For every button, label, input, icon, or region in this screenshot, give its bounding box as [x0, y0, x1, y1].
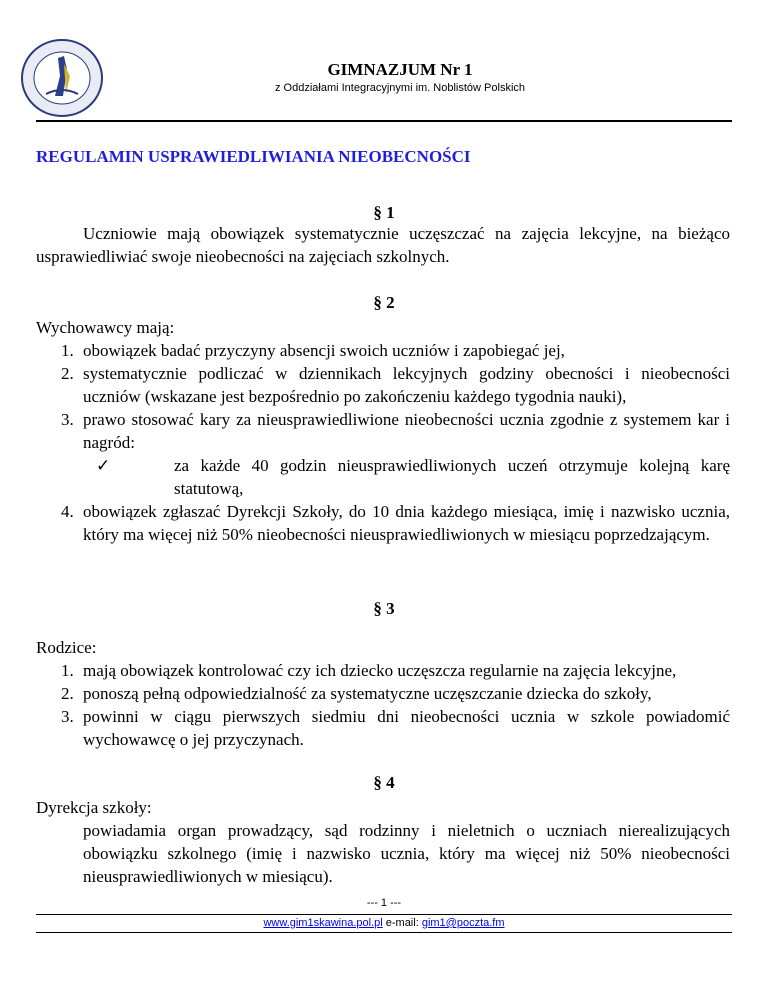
- header-divider: [36, 120, 732, 122]
- section-4-intro: Dyrekcja szkoły:: [36, 798, 152, 817]
- checkmark-icon: ✓: [96, 456, 111, 475]
- email-link[interactable]: gim1@poczta.fm: [421, 917, 505, 929]
- school-logo: [20, 36, 104, 120]
- section-3-intro: Rodzice:: [36, 638, 97, 657]
- list-item: 2. ponoszą pełną odpowiedzialność za systematyczne uczęszczanie dziecka do szkoły,: [61, 684, 652, 703]
- list-item: 2. systematycznie podliczać w dziennikach lekcyjnych godziny obecności i nieobecności uczniów (wskazane jest bezpośrednio po zakończeniu każdego tygodnia nauki),: [61, 364, 730, 406]
- section-4-text: powiadamia organ prowadzący, sąd rodzinny i nieletnich o uczniach nierealizujących obowiązku szkolnego (imię i nazwisko ucznia, który ma więcej niż 50% nieobecności nieusprawiedliwionych w miesiącu).: [83, 821, 730, 886]
- school-title: GIMNAZJUM Nr 1: [327, 60, 473, 79]
- list-item: 1. mają obowiązek kontrolować czy ich dziecko uczęszcza regularnie na zajęcia lekcyjne,: [61, 661, 677, 680]
- list-item: 3. prawo stosować kary za nieusprawiedliwione nieobecności ucznia zgodnie z systemem kar i nagród: ✓ za każde 40 godzin nieusprawiedliwionych uczeń otrzymuje kolejną karę statutową,: [36, 408, 730, 500]
- section-1-heading: § 1: [373, 203, 395, 222]
- document-title: REGULAMIN USPRAWIEDLIWIANIA NIEOBECNOŚCI: [36, 147, 471, 166]
- school-subtitle: z Oddziałami Integracyjnymi im. Noblistów Polskich: [274, 82, 526, 94]
- list-item: 3. powinni w ciągu pierwszych siedmiu dni nieobecności ucznia w szkole powiadomić wychowawcę o jej przyczynach.: [61, 707, 730, 749]
- page-number: --- 1 ---: [366, 897, 402, 909]
- footer-divider-bottom: [36, 932, 732, 933]
- website-link[interactable]: www.gim1skawina.pol.pl: [263, 917, 383, 929]
- list-item: 4. obowiązek zgłaszać Dyrekcji Szkoły, do 10 dnia każdego miesiąca, imię i nazwisko ucznia, który ma więcej niż 50% nieobecności nieusprawiedliwionych w miesiącu poprzedzającym.: [61, 502, 730, 544]
- section-3-heading: § 3: [373, 599, 395, 618]
- section-3-list: [36, 659, 730, 751]
- sub-item: ✓ za każde 40 godzin nieusprawiedliwionych uczeń otrzymuje kolejną karę statutową,: [96, 456, 730, 498]
- footer-divider: [36, 914, 732, 915]
- section-1-text: Uczniowie mają obowiązek systematycznie uczęszczać na zajęcia lekcyjne, na bieżąco usprawiedliwiać swoje nieobecności na zajęciach szkolnych.: [36, 224, 730, 266]
- section-4-heading: § 4: [373, 773, 395, 792]
- section-2-heading: § 2: [373, 293, 395, 312]
- footer-contacts: [0, 917, 768, 929]
- list-item: 1. obowiązek badać przyczyny absencji swoich uczniów i zapobiegać jej,: [61, 341, 565, 360]
- section-2-intro: Wychowawcy mają:: [36, 318, 175, 337]
- section-2-list: [36, 339, 730, 546]
- email-label: e-mail:: [385, 917, 419, 929]
